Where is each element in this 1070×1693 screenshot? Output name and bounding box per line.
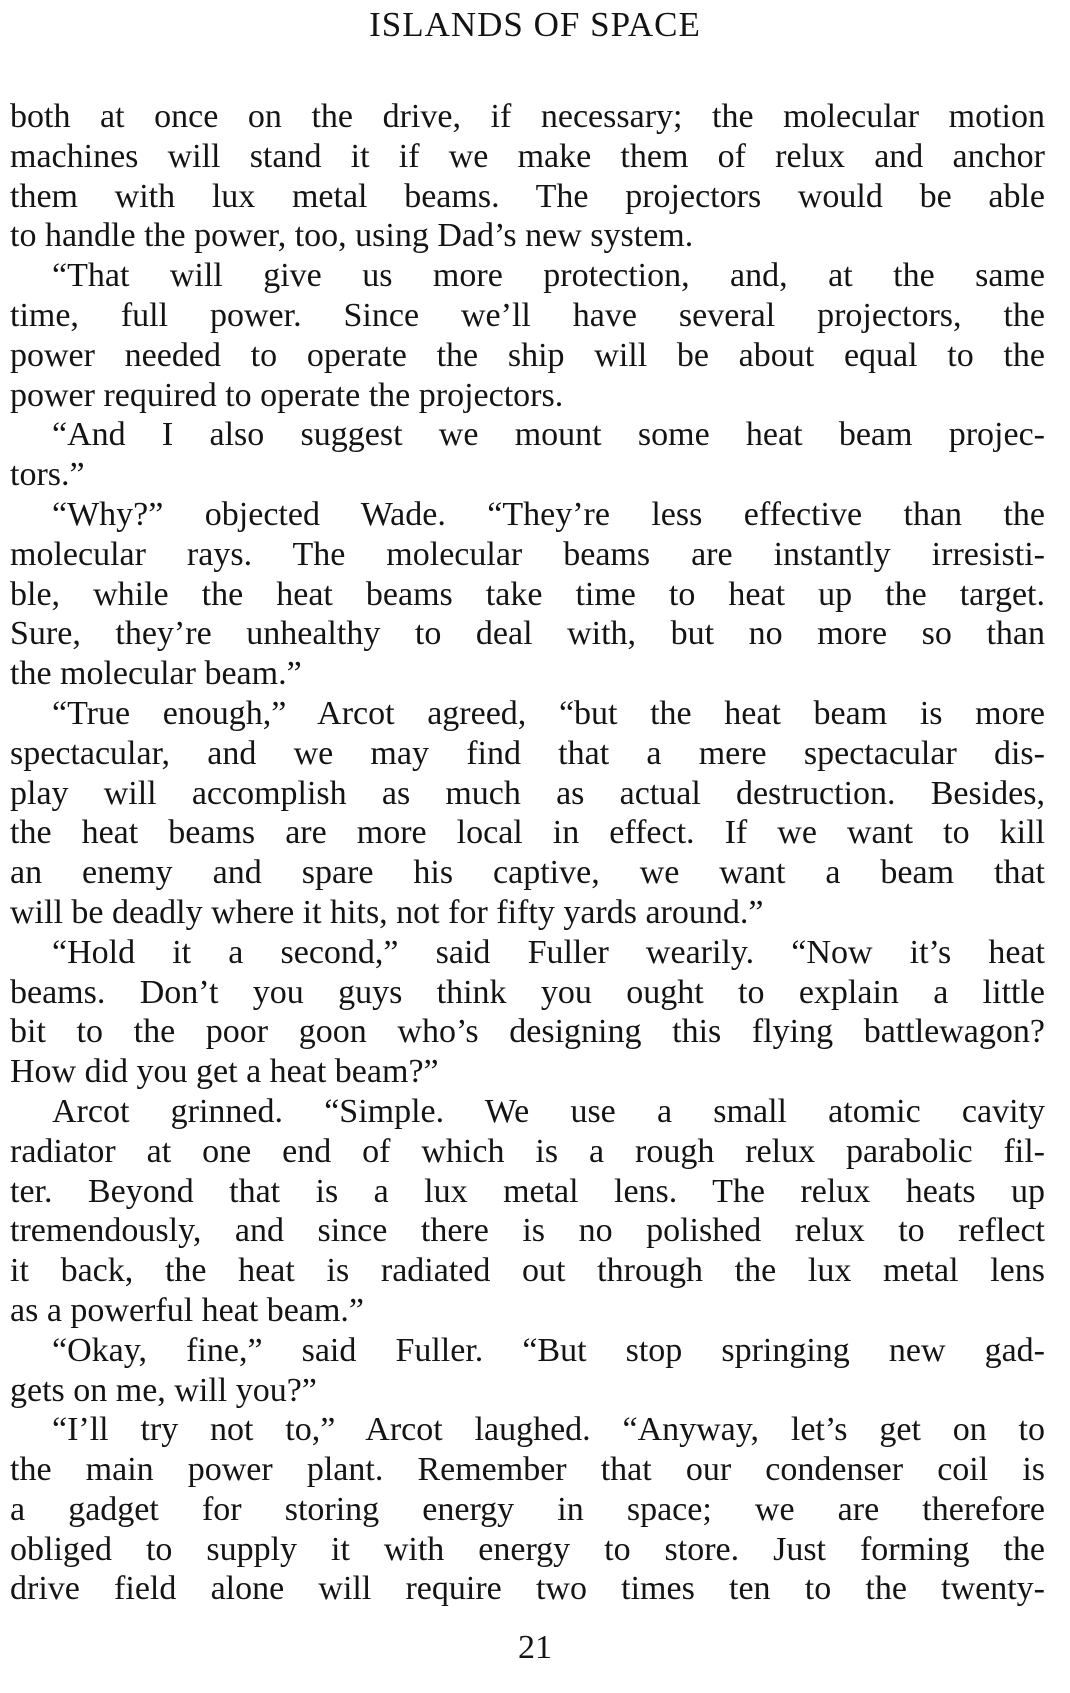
text-line: both at once on the drive, if necessary; the molecular motion — [10, 98, 1045, 135]
text-line: spectacular, and we may find that a mere spectacular dis- — [10, 734, 1045, 772]
text-line: the main power plant. Remember that our condenser coil is — [10, 1451, 1045, 1489]
text-line: as a powerful heat beam.” — [10, 1291, 364, 1329]
text-line: time, full power. Since we’ll have several projectors, the — [10, 296, 1045, 334]
text-line: gets on me, will you?” — [10, 1371, 317, 1409]
text-line: a gadget for storing energy in space; we are therefore — [10, 1490, 1045, 1528]
text-line: will be deadly where it hits, not for fifty yards around.” — [10, 893, 764, 931]
text-line: obliged to supply it with energy to store. Just forming the — [10, 1530, 1045, 1568]
text-line: power needed to operate the ship will be about equal to the — [10, 336, 1045, 374]
text-line: “Why?” objected Wade. “They’re less effective than the — [52, 495, 1045, 533]
text-line: to handle the power, too, using Dad’s new system. — [10, 217, 694, 255]
text-line: drive field alone will require two times ten to the twenty- — [10, 1570, 1045, 1608]
text-line: “Okay, fine,” said Fuller. “But stop springing new gad- — [52, 1331, 1045, 1369]
text-line: tremendously, and since there is no polished relux to reflect — [10, 1212, 1045, 1250]
page-number: 21 — [518, 1629, 552, 1666]
text-line: the molecular beam.” — [10, 655, 302, 693]
text-line: Sure, they’re unhealthy to deal with, but no more so than — [10, 615, 1045, 653]
text-line: “Hold it a second,” said Fuller wearily. “Now it’s heat — [52, 933, 1045, 971]
text-line: the heat beams are more local in effect. If we want to kill — [10, 814, 1045, 852]
body-text — [10, 97, 1045, 1609]
text-line: an enemy and spare his captive, we want a beam that — [10, 854, 1045, 892]
text-line: ter. Beyond that is a lux metal lens. The relux heats up — [10, 1172, 1045, 1210]
text-line: bit to the poor goon who’s designing this flying battlewagon? — [10, 1013, 1045, 1051]
text-line: machines will stand it if we make them of relux and anchor — [10, 137, 1045, 175]
text-line: “True enough,” Arcot agreed, “but the heat beam is more — [52, 694, 1045, 732]
text-line: tors.” — [10, 456, 85, 494]
text-line: them with lux metal beams. The projectors would be able — [10, 177, 1045, 215]
text-line: power required to operate the projectors. — [10, 376, 564, 414]
running-head: ISLANDS OF SPACE — [369, 5, 701, 44]
text-line: Arcot grinned. “Simple. We use a small atomic cavity — [52, 1092, 1045, 1130]
text-line: “I’ll try not to,” Arcot laughed. “Anyway, let’s get on to — [52, 1411, 1045, 1449]
text-line: play will accomplish as much as actual destruction. Besides, — [10, 774, 1045, 812]
text-line: “And I also suggest we mount some heat beam projec- — [52, 416, 1045, 454]
text-line: “That will give us more protection, and, at the same — [52, 257, 1045, 295]
text-line: How did you get a heat beam?” — [10, 1053, 439, 1091]
text-line: radiator at one end of which is a rough relux parabolic fil- — [10, 1132, 1045, 1170]
text-line: it back, the heat is radiated out through the lux metal lens — [10, 1252, 1045, 1290]
text-line: beams. Don’t you guys think you ought to explain a little — [10, 973, 1045, 1011]
text-line: ble, while the heat beams take time to heat up the target. — [10, 575, 1045, 613]
text-line: molecular rays. The molecular beams are instantly irresisti- — [10, 535, 1045, 573]
